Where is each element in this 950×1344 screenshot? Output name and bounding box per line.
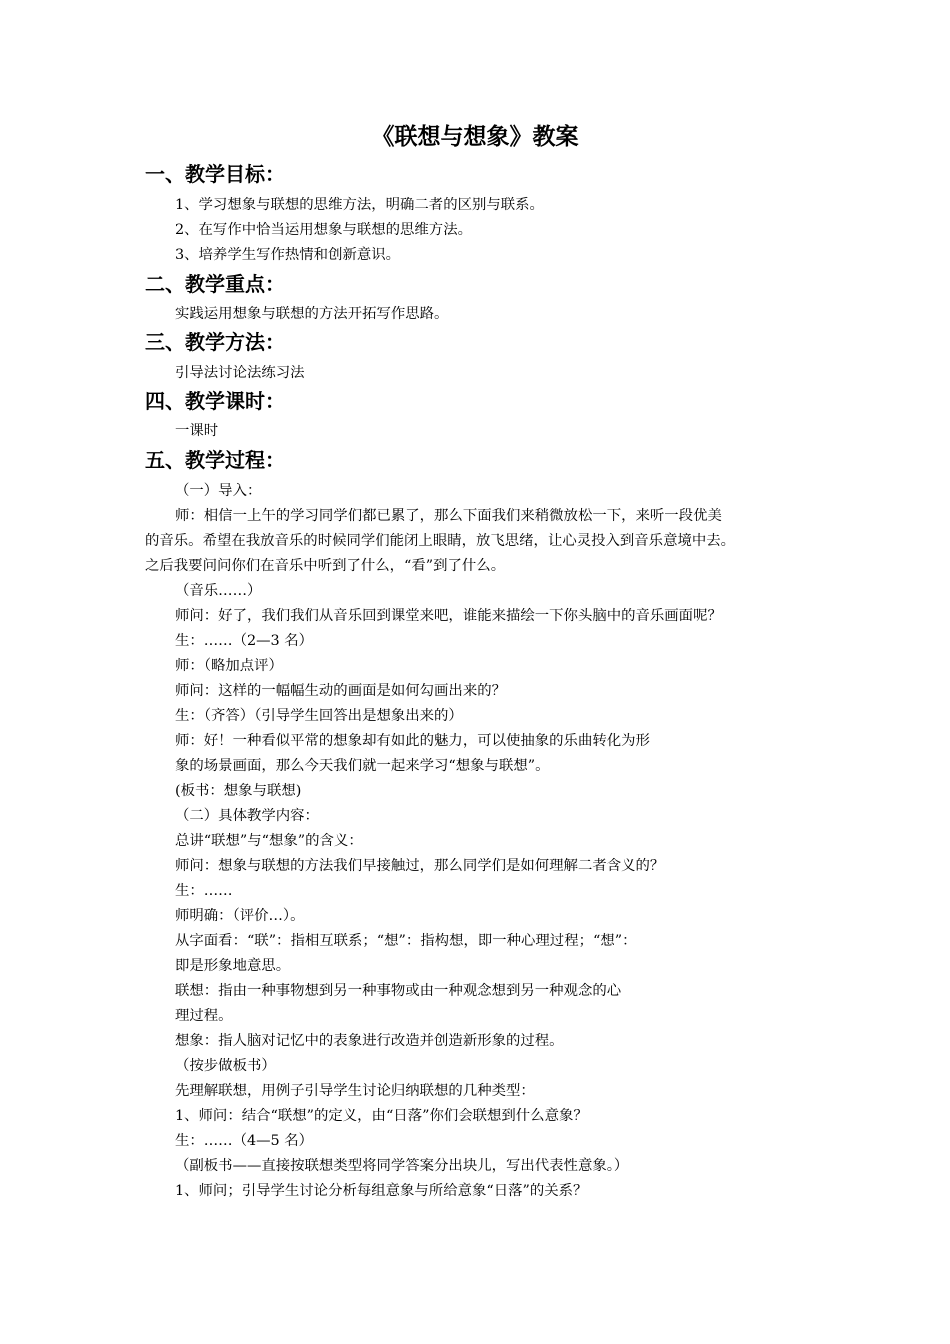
- process-line: (板书：想象与联想): [175, 783, 302, 799]
- process-line: 理过程。: [175, 1008, 233, 1024]
- process-line: 的音乐。希望在我放音乐的时候同学们能闭上眼睛，放飞思绪，让心灵投入到音乐意境中去。: [145, 533, 736, 549]
- key-point-text: 实践运用想象与联想的方法开拓写作思路。: [175, 306, 449, 322]
- process-line: 总讲“联想”与“想象”的含义：: [175, 833, 363, 849]
- process-line: 师：好！一种看似平常的想象却有如此的魅力，可以使抽象的乐曲转化为形: [175, 733, 650, 749]
- process-line: （一）导入：: [175, 483, 262, 499]
- process-line: 生：……（4—5 名）: [175, 1133, 314, 1149]
- document-title: 《联想与想象》教案: [371, 123, 579, 150]
- process-line: （副板书——直接按联想类型将同学答案分出块儿，写出代表性意象。）: [175, 1158, 629, 1174]
- heading-method: 三、教学方法：: [145, 330, 285, 354]
- process-line: 师：（略加点评）: [175, 658, 283, 674]
- objective-item: 1、学习想象与联想的思维方法，明确二者的区别与联系。: [175, 197, 544, 213]
- process-line: 生：……: [175, 883, 233, 899]
- process-line: 师问：好了，我们我们从音乐回到课堂来吧，谁能来描绘一下你头脑中的音乐画面呢？: [175, 608, 722, 624]
- heading-key-point: 二、教学重点：: [145, 272, 285, 296]
- heading-process: 五、教学过程：: [145, 448, 285, 472]
- process-line: 师：相信一上午的学习同学们都已累了，那么下面我们来稍微放松一下，来听一段优美: [175, 508, 722, 524]
- process-line: （音乐……）: [175, 583, 262, 599]
- method-text: 引导法讨论法练习法: [175, 365, 305, 381]
- process-line: 师问：这样的一幅幅生动的画面是如何勾画出来的？: [175, 683, 506, 699]
- process-line: 之后我要问问你们在音乐中听到了什么，“看”到了什么。: [145, 558, 506, 574]
- process-line: 生：（齐答）（引导学生回答出是想象出来的）: [175, 708, 463, 724]
- process-line: 象的场景画面，那么今天我们就一起来学习“想象与联想”。: [175, 758, 550, 774]
- heading-objectives: 一、教学目标：: [145, 162, 285, 186]
- process-line: （按步做板书）: [175, 1058, 276, 1074]
- process-line: 即是形象地意思。: [175, 958, 291, 974]
- heading-hours: 四、教学课时：: [145, 389, 285, 413]
- process-line: 1、师问：结合“联想”的定义，由“日落”你们会联想到什么意象？: [175, 1108, 588, 1124]
- hours-text: 一课时: [175, 423, 219, 439]
- process-line: 生：……（2—3 名）: [175, 633, 314, 649]
- objective-item: 2、在写作中恰当运用想象与联想的思维方法。: [175, 222, 472, 238]
- process-line: 师明确：（评价…）。: [175, 908, 305, 924]
- process-line: 先理解联想，用例子引导学生讨论归纳联想的几种类型：: [175, 1083, 535, 1099]
- process-line: 联想：指由一种事物想到另一种事物或由一种观念想到另一种观念的心: [175, 983, 622, 999]
- process-line: 从字面看：“联”：指相互联系；“想”：指构想，即一种心理过程；“想”：: [175, 933, 637, 949]
- process-line: 1、师问；引导学生讨论分析每组意象与所给意象“日落”的关系？: [175, 1183, 588, 1199]
- process-line: （二）具体教学内容：: [175, 808, 319, 824]
- process-line: 师问：想象与联想的方法我们早接触过，那么同学们是如何理解二者含义的？: [175, 858, 665, 874]
- process-line: 想象：指人脑对记忆中的表象进行改造并创造新形象的过程。: [175, 1033, 564, 1049]
- objective-item: 3、培养学生写作热情和创新意识。: [175, 247, 401, 263]
